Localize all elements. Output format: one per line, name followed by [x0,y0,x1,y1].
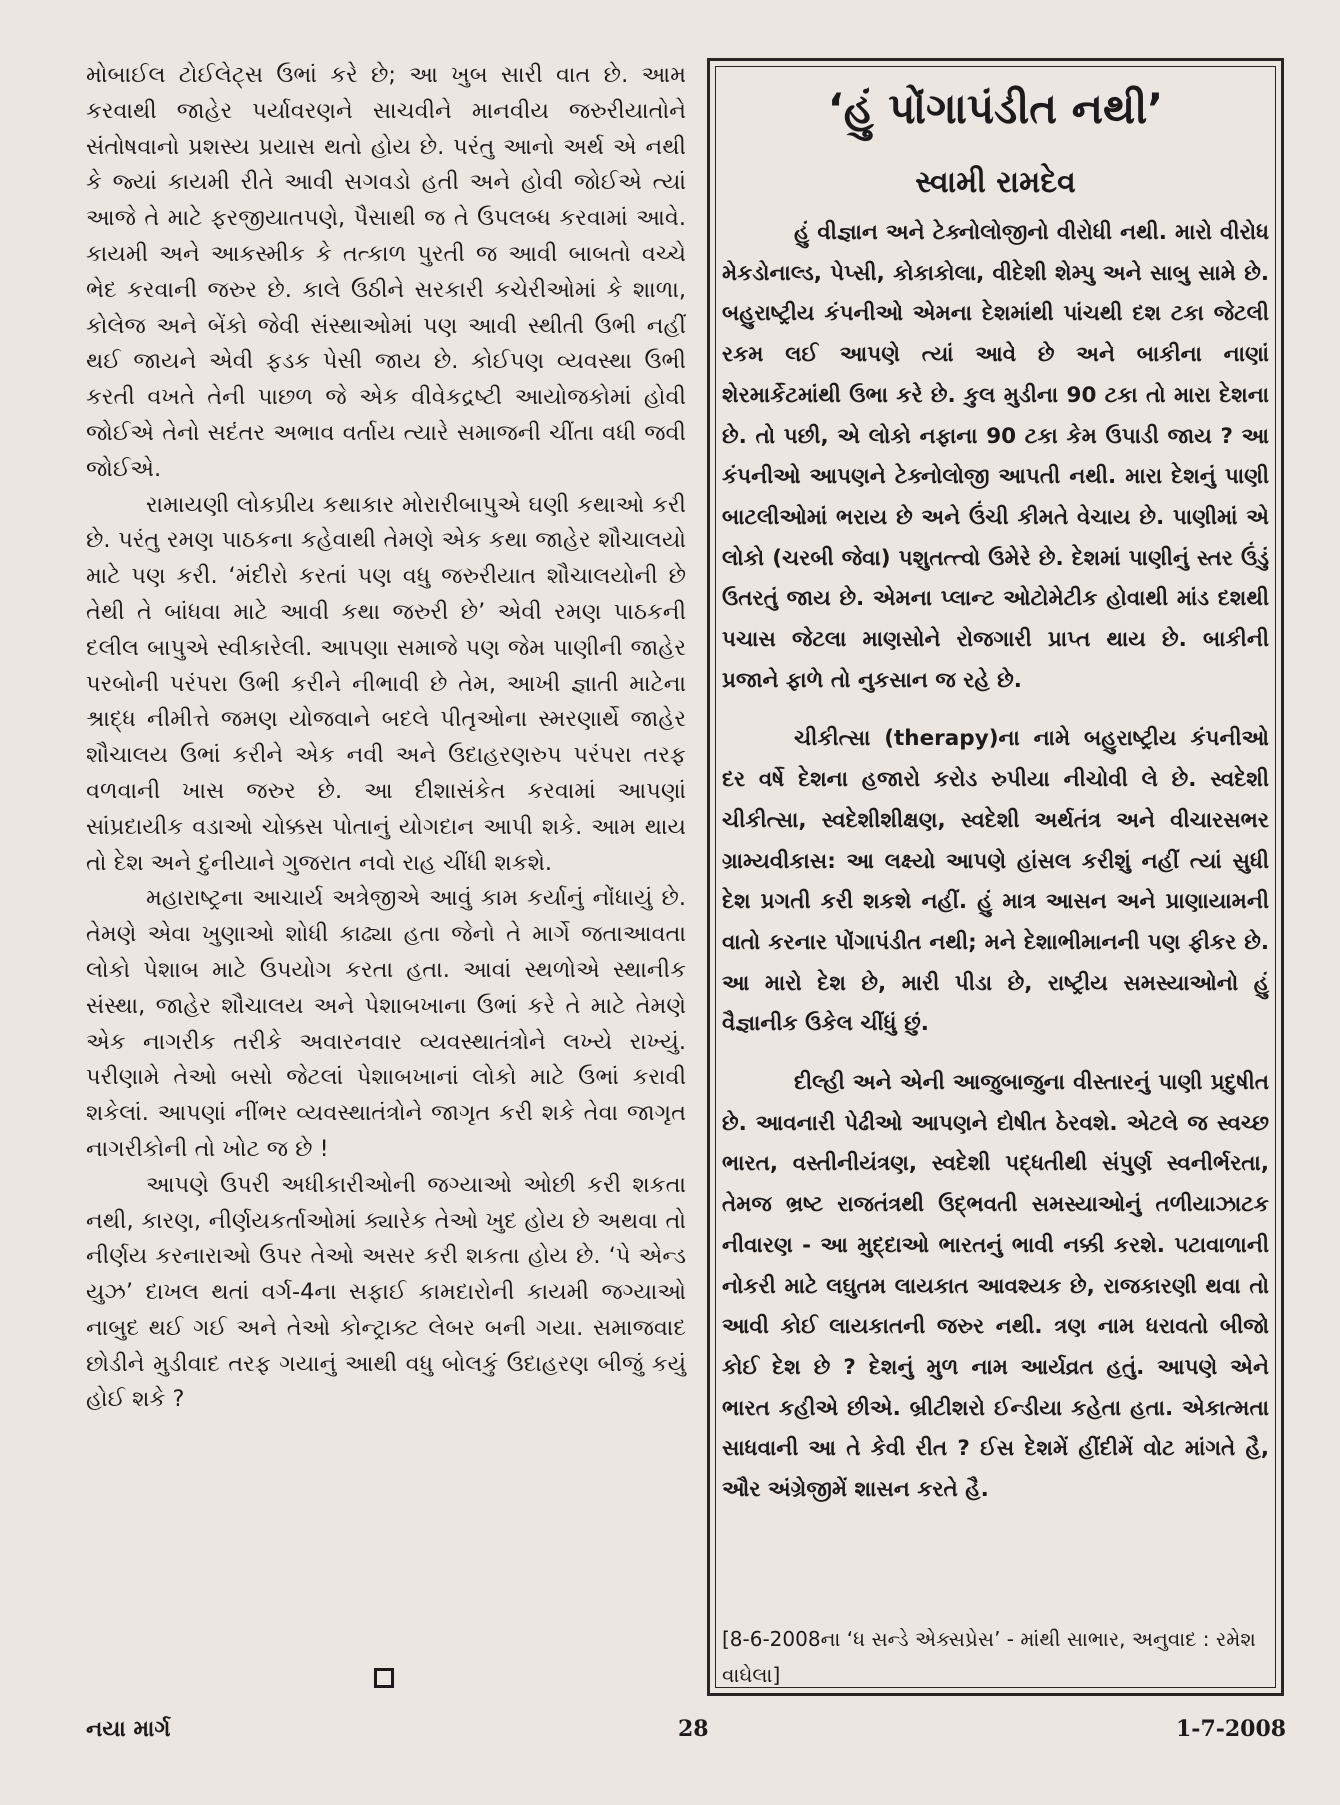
footer-magazine-name: નયા માર્ગ [86,1716,171,1742]
box-paragraph-2: ચીકીત્સા (therapy)ના નામે બહુરાષ્ટ્રીય કંપનીઓ દર વર્ષે દેશના હજારો કરોડ રુપીયા નીચોવી લે છે. સ્વદેશી ચીકીત્સા, સ્વદેશીશીક્ષણ, સ્વદેશી અર્થતંત્ર અને વીચારસભર ગ્રામ્યવીકાસ: આ લક્ષ્યો આપણે હાંસલ કરીશું નહીં ત્યાં સુધી દેશ પ્રગતી કરી શકશે નહીં. હું માત્ર આસન અને પ્રાણાયામની વાતો કરનાર પોંગાપંડીત નથી; મને દેશાભીમાનની પણ ફીકર છે. આ મારો દેશ છે, મારી પીડા છે, રાષ્ટ્રીય સમસ્યાઓનો હું વૈજ્ઞાનીક ઉકેલ ચીંધું છું. [722,726,1269,1037]
left-paragraph-1: મોબાઈલ ટોઈલેટ્સ ઉભાં કરે છે; આ ખુબ સારી વાત છે. આમ કરવાથી જાહેર પર્યાવરણને સાચવીને માનવીય જરુરીયાતોને સંતોષવાનો પ્રશસ્ય પ્રયાસ થતો હોય છે. પરંતુ આનો અર્થ એ નથી કે જ્યાં કાયમી રીતે આવી સગવડો હતી અને હોવી જોઈએ ત્યાં આજે તે માટે ફરજીયાતપણે, પૈસાથી જ તે ઉપલબ્ધ કરવામાં આવે. કાયમી અને આકસ્મીક કે તત્કાળ પુરતી જ આવી બાબતો વચ્ચે ભેદ કરવાની જરુર છે. કાલે ઉઠીને સરકારી કચેરીઓમાં કે શાળા, કોલેજ અને બેંકો જેવી સંસ્થાઓમાં પણ આવી સ્થીતી ઉભી નહીં થઈ જાયને એવી ફડક પેસી જાય છે. કોઈપણ વ્યવસ્થા ઉભી કરતી વખતે તેની પાછળ જે એક વીવેકદ્રષ્ટી આયોજકોમાં હોવી જોઈએ તેનો સદંતર અભાવ વર્તાય ત્યારે સમાજની ચીંતા વધી જવી જોઈએ. [86,62,686,482]
box-paragraph-1: હું વીજ્ઞાન અને ટેક્નોલોજીનો વીરોધી નથી. મારો વીરોધ મેકડોનાલ્ડ, પેપ્સી, કોકાકોલા, વીદેશી શેમ્પુ અને સાબુ સામે છે. બહુરાષ્ટ્રીય કંપનીઓ એમના દેશમાંથી પાંચથી દશ ટકા જેટલી રકમ લઈ આપણે ત્યાં આવે છે અને બાકીના નાણાં શેરમાર્કેટમાંથી ઉભા કરે છે. કુલ મુડીના 90 ટકા તો મારા દેશના છે. તો પછી, એ લોકો નફાના 90 ટકા કેમ ઉપાડી જાય ? આ કંપનીઓ આપણને ટેક્નોલોજી આપતી નથી. મારા દેશનું પાણી બાટલીઓમાં ભરાય છે અને ઉંચી કીમતે વેચાય છે. પાણીમાં એ લોકો (ચરબી જેવા) પશુતત્ત્વો ઉમેરે છે. દેશમાં પાણીનું સ્તર ઉંડું ઉતરતું જાય છે. એમના પ્લાન્ટ ઓટોમેટીક હોવાથી માંડ દશથી પચાસ જેટલા માણસોને રોજગારી પ્રાપ્ત થાય છે. બાકીની પ્રજાને ફાળે તો નુકસાન જ રહે છે. [722,220,1269,693]
box-title: ‘હું પોંગાપંડીત નથી’ [827,84,1164,133]
box-body [722,213,1269,1529]
box-author: સ્વામી રામદેવ [915,165,1076,200]
boxed-article [707,58,1284,1696]
left-paragraph-4: આપણે ઉપરી અધીકારીઓની જગ્યાઓ ઓછી કરી શકતા નથી, કારણ, નીર્ણયકર્તાઓમાં ક્યારેક તેઓ ખુદ હોય છે અથવા તો નીર્ણય કરનારાઓ ઉપર તેઓ અસર કરી શકતા હોય છે. ‘પે એન્ડ યુઝ’ દાખલ થતાં વર્ગ-4ના સફાઈ કામદારોની કાયમી જગ્યાઓ નાબુદ થઈ ગઈ અને તેઓ કોન્ટ્રાક્ટ લેબર બની ગયા. સમાજવાદ છોડીને મુડીવાદ તરફ ગયાનું આથી વધુ બોલકું ઉદાહરણ બીજું કયું હોઈ શકે ? [86,1171,686,1413]
end-of-article-square-icon [374,1668,394,1688]
box-source-credit: [8-6-2008ના ‘ધ સન્ડે એક્સપ્રેસ’ - માંથી સાભાર, અનુવાદ : રમેશ વાઘેલા] [722,1627,1256,1687]
box-paragraph-3: દીલ્હી અને એની આજુબાજુના વીસ્તારનું પાણી પ્રદુષીત છે. આવનારી પેઢીઓ આપણને દોષીત ઠેરવશે. એટલે જ સ્વચ્છ ભારત, વસ્તીનીયંત્રણ, સ્વદેશી પદ્ધતીથી સંપુર્ણ સ્વનીર્ભરતા, તેમજ ભ્રષ્ટ રાજતંત્રથી ઉદ્ભવતી સમસ્યાઓનું તળીયાઝાટક નીવારણ - આ મુદ્દાઓ ભારતનું ભાવી નક્કી કરશે. પટાવાળાની નોકરી માટે લઘુતમ લાયકાત આવશ્યક છે, રાજકારણી થવા તો આવી કોઈ લાયકાતની જરુર નથી. ત્રણ નામ ધરાવતો બીજો કોઈ દેશ છે ? દેશનું મુળ નામ આર્યવ્રત હતું. આપણે એને ભારત કહીએ છીએ. બ્રીટીશરો ઈન્ડીયા કહેતા હતા. એકાત્મતા સાધવાની આ તે કેવી રીત ? ઈસ દેશમેં હીંદીમેં વોટ માંગતે હૈ, ઔર અંગ્રેજીમેં શાસન કરતે હૈ. [722,1070,1269,1503]
footer-date: 1-7-2008 [1176,1716,1287,1742]
footer-page-number: 28 [678,1716,709,1742]
left-paragraph-2: રામાયણી લોકપ્રીય કથાકાર મોરારીબાપુએ ઘણી કથાઓ કરી છે. પરંતુ રમણ પાઠકના કહેવાથી તેમણે એક કથા જાહેર શૌચાલયો માટે પણ કરી. ‘મંદીરો કરતાં પણ વધુ જરુરીયાત શૌચાલયોની છે તેથી તે બાંધવા માટે આવી કથા જરુરી છે’ એવી રમણ પાઠકની દલીલ બાપુએ સ્વીકારેલી. આપણા સમાજે પણ જેમ પાણીની જાહેર પરબોની પરંપરા ઉભી કરીને નીભાવી છે તેમ, આખી જ્ઞાતી માટેના શ્રાદ્ધ નીમીત્તે જમણ યોજવાને બદલે પીતૃઓના સ્મરણાર્થે જાહેર શૌચાલય ઉભાં કરીને એક નવી અને ઉદાહરણરુપ પરંપરા તરફ વળવાની ખાસ જરુર છે. આ દીશાસંકેત કરવામાં આપણાં સાંપ્રદાયીક વડાઓ ચોક્કસ પોતાનું યોગદાન આપી શકે. આમ થાય તો દેશ અને દુનીયાને ગુજરાત નવો રાહ ચીંધી શકશે. [86,491,686,876]
left-article-column [86,58,686,1418]
left-paragraph-3: મહારાષ્ટ્રના આચાર્ય અત્રેજીએ આવું કામ કર્યાનું નોંધાયું છે. તેમણે એવા ખુણાઓ શોધી કાઢ્યા હતા જેનો તે માર્ગે જતાઆવતા લોકો પેશાબ માટે ઉપયોગ કરતા હતા. આવાં સ્થળોએ સ્થાનીક સંસ્થા, જાહેર શૌચાલય અને પેશાબખાના ઉભાં કરે તે માટે તેમણે એક નાગરીક તરીકે અવારનવાર વ્યવસ્થાતંત્રોને લખ્યે રાખ્યું. પરીણામે તેઓ બસો જેટલાં પેશાબખાનાં લોકો માટે ઉભાં કરાવી શકેલાં. આપણાં નીંભર વ્યવસ્થાતંત્રોને જાગૃત કરી શકે તેવા જાગૃત નાગરીકોની તો ખોટ જ છે ! [86,885,686,1162]
